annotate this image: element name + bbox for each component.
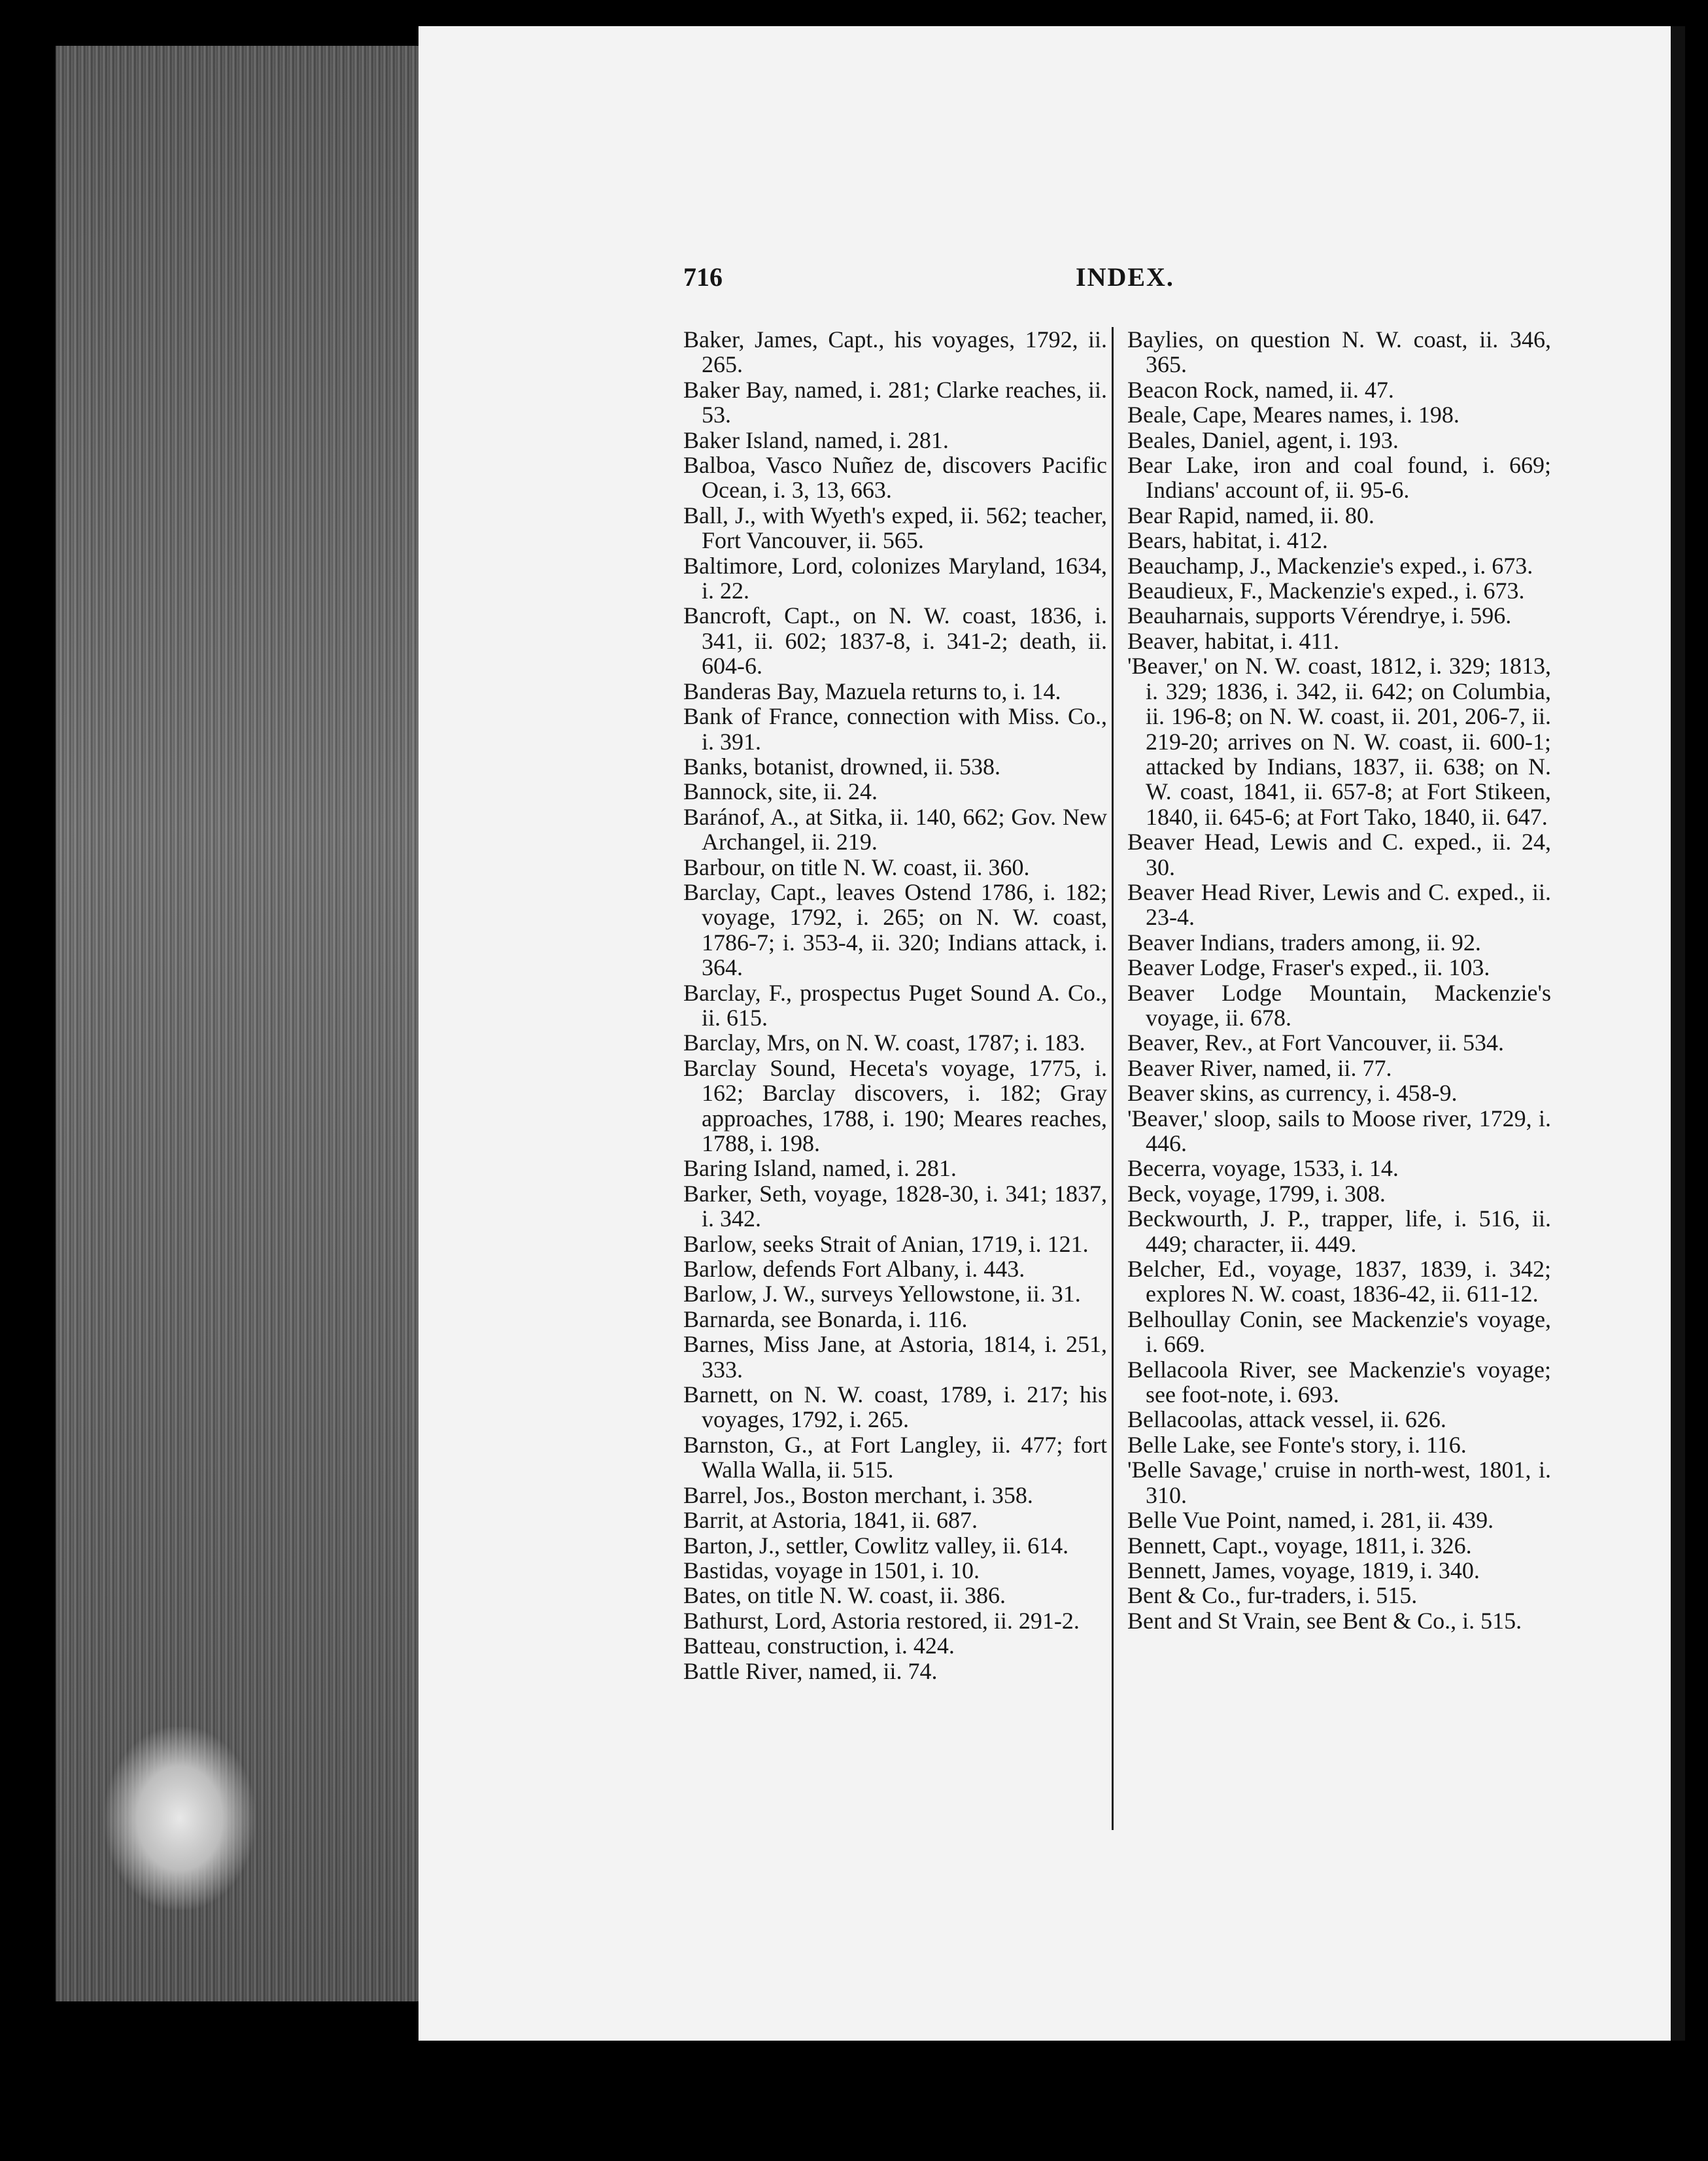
index-entry: Bear Lake, iron and coal found, i. 669; Indians' account of, ii. 95-6.: [1127, 452, 1551, 504]
index-entry: Baltimore, Lord, colonizes Maryland, 1634, i. 22.: [683, 552, 1107, 604]
index-entry: Balboa, Vasco Nuñez de, discovers Pacific Ocean, i. 3, 13, 663.: [683, 452, 1107, 504]
index-entry: Barclay Sound, Heceta's voyage, 1775, i. 162; Barclay discovers, i. 182; Gray approaches, 1788, i. 190; Meares reaches, 1788, i. 198.: [683, 1054, 1107, 1156]
index-entry: Bastidas, voyage in 1501, i. 10.: [683, 1557, 980, 1583]
index-entry: Barclay, Mrs, on N. W. coast, 1787; i. 183.: [683, 1029, 1085, 1056]
index-entry: Baylies, on question N. W. coast, ii. 346, 365.: [1127, 326, 1551, 378]
index-entry: Barrit, at Astoria, 1841, ii. 687.: [683, 1507, 978, 1534]
index-entry: Barclay, F., prospectus Puget Sound A. Co., ii. 615.: [683, 979, 1107, 1031]
index-entry: Baránof, A., at Sitka, ii. 140, 662; Gov. New Archangel, ii. 219.: [683, 803, 1107, 856]
book-page-edge: [56, 46, 422, 2001]
index-entry: Beaver Head, Lewis and C. exped., ii. 24, 30.: [1127, 829, 1551, 880]
index-entry: Baker, James, Capt., his voyages, 1792, ii. 265.: [683, 326, 1107, 378]
index-entry: 'Beaver,' sloop, sails to Moose river, 1729, i. 446.: [1127, 1105, 1551, 1156]
index-entry: Baring Island, named, i. 281.: [683, 1155, 957, 1182]
index-entry: Belle Vue Point, named, i. 281, ii. 439.: [1127, 1507, 1494, 1534]
index-column-left: [683, 327, 1107, 1684]
index-entry: Barton, J., settler, Cowlitz valley, ii. 614.: [683, 1532, 1069, 1559]
index-entry: Bathurst, Lord, Astoria restored, ii. 291-2.: [683, 1607, 1080, 1634]
index-entry: Barbour, on title N. W. coast, ii. 360.: [683, 854, 1030, 880]
index-entry: Barlow, J. W., surveys Yellowstone, ii. 31.: [683, 1281, 1081, 1307]
index-entry: Baker Island, named, i. 281.: [683, 426, 949, 453]
index-entry: Beales, Daniel, agent, i. 193.: [1127, 426, 1399, 453]
index-entry: Beaver Lodge Mountain, Mackenzie's voyage, ii. 678.: [1127, 979, 1551, 1031]
index-entry: Beaudieux, F., Mackenzie's exped., i. 673.: [1127, 578, 1525, 604]
index-entry: Belle Lake, see Fonte's story, i. 116.: [1127, 1431, 1467, 1458]
index-entry: Becerra, voyage, 1533, i. 14.: [1127, 1155, 1399, 1182]
index-entry: Barrel, Jos., Boston merchant, i. 358.: [683, 1481, 1033, 1508]
index-entry: Beaver Indians, traders among, ii. 92.: [1127, 929, 1481, 956]
index-entry: Beauharnais, supports Vérendrye, i. 596.: [1127, 602, 1512, 629]
index-entry: Bears, habitat, i. 412.: [1127, 527, 1328, 554]
index-entry: Battle River, named, ii. 74.: [683, 1657, 938, 1684]
index-column-right: [1127, 327, 1551, 1633]
index-entry: Beck, voyage, 1799, i. 308.: [1127, 1180, 1386, 1207]
index-entry: 'Belle Savage,' cruise in north-west, 1801, i. 310.: [1127, 1457, 1551, 1508]
page-number: 716: [683, 262, 723, 292]
index-entry: Barnes, Miss Jane, at Astoria, 1814, i. 251, 333.: [683, 1331, 1107, 1383]
index-entry: Barnarda, see Bonarda, i. 116.: [683, 1305, 968, 1332]
index-entry: Beaver River, named, ii. 77.: [1127, 1054, 1392, 1081]
page-stain: [105, 1727, 255, 1910]
index-entry: Beaver Head River, Lewis and C. exped., ii. 23-4.: [1127, 878, 1551, 931]
index-entry: Beacon Rock, named, ii. 47.: [1127, 376, 1394, 403]
index-entry: Bank of France, connection with Miss. Co., i. 391.: [683, 703, 1107, 755]
index-entry: Bancroft, Capt., on N. W. coast, 1836, i. 341, ii. 602; 1837-8, i. 341-2; death, ii. 604-6.: [683, 602, 1107, 680]
index-entry: Beale, Cape, Meares names, i. 198.: [1127, 402, 1460, 428]
index-entry: Bennett, Capt., voyage, 1811, i. 326.: [1127, 1532, 1472, 1559]
column-rule: [1112, 327, 1114, 1830]
index-entry: Beauchamp, J., Mackenzie's exped., i. 673.: [1127, 552, 1533, 579]
page-header: [683, 262, 1546, 301]
index-entry: Ball, J., with Wyeth's exped, ii. 562; teacher, Fort Vancouver, ii. 565.: [683, 502, 1107, 554]
index-entry: Belcher, Ed., voyage, 1837, 1839, i. 342; explores N. W. coast, 1836-42, ii. 611-12.: [1127, 1256, 1551, 1307]
index-entry: Barlow, defends Fort Albany, i. 443.: [683, 1256, 1025, 1283]
index-entry: Batteau, construction, i. 424.: [683, 1633, 955, 1659]
index-entry: Bates, on title N. W. coast, ii. 386.: [683, 1582, 1006, 1609]
index-entry: Banderas Bay, Mazuela returns to, i. 14.: [683, 678, 1061, 704]
index-entry: Beaver skins, as currency, i. 458-9.: [1127, 1080, 1458, 1107]
index-entry: Bellacoola River, see Mackenzie's voyage; see foot-note, i. 693.: [1127, 1356, 1551, 1408]
index-entry: Barnett, on N. W. coast, 1789, i. 217; his voyages, 1792, i. 265.: [683, 1381, 1107, 1433]
index-entry: Beaver, Rev., at Fort Vancouver, ii. 534.: [1127, 1029, 1504, 1056]
running-head: INDEX.: [1076, 262, 1174, 292]
index-entry: Bannock, site, ii. 24.: [683, 778, 878, 805]
index-entry: Bent and St Vrain, see Bent & Co., i. 515.: [1127, 1607, 1522, 1634]
index-entry: Banks, botanist, drowned, ii. 538.: [683, 753, 1000, 780]
index-entry: Barlow, seeks Strait of Anian, 1719, i. 121.: [683, 1230, 1089, 1257]
index-entry: Bent & Co., fur-traders, i. 515.: [1127, 1582, 1418, 1609]
index-entry: Beckwourth, J. P., trapper, life, i. 516, ii. 449; character, ii. 449.: [1127, 1205, 1551, 1257]
index-entry: Beaver, habitat, i. 411.: [1127, 627, 1340, 654]
index-entry: Baker Bay, named, i. 281; Clarke reaches, ii. 53.: [683, 376, 1107, 428]
index-entry: Bear Rapid, named, ii. 80.: [1127, 502, 1375, 528]
index-entry: Barnston, G., at Fort Langley, ii. 477; fort Walla Walla, ii. 515.: [683, 1431, 1107, 1483]
index-entry: 'Beaver,' on N. W. coast, 1812, i. 329; 1813, i. 329; 1836, i. 342, ii. 642; on Columbia, ii. 196-8; on N. W. coast, ii. 201, 206-7, ii. 219-20; arrives on N. W. coast, ii. 600-1; attacked by Indians, 1837, ii. 638; on N. W. coast, 1841, ii. 657-8; at Fort Stikeen, 1840, ii. 645-6; at Fort Tako, 1840, ii. 647.: [1127, 653, 1551, 830]
index-entry: Belhoullay Conin, see Mackenzie's voyage, i. 669.: [1127, 1305, 1551, 1358]
index-entry: Bennett, James, voyage, 1819, i. 340.: [1127, 1557, 1480, 1583]
index-entry: Beaver Lodge, Fraser's exped., ii. 103.: [1127, 954, 1490, 981]
page-binding-shadow: [1671, 26, 1685, 2041]
index-entry: Barker, Seth, voyage, 1828-30, i. 341; 1837, i. 342.: [683, 1180, 1107, 1232]
index-entry: Bellacoolas, attack vessel, ii. 626.: [1127, 1406, 1446, 1433]
index-entry: Barclay, Capt., leaves Ostend 1786, i. 182; voyage, 1792, i. 265; on N. W. coast, 1786-7; i. 353-4, ii. 320; Indians attack, i. 364.: [683, 878, 1107, 981]
